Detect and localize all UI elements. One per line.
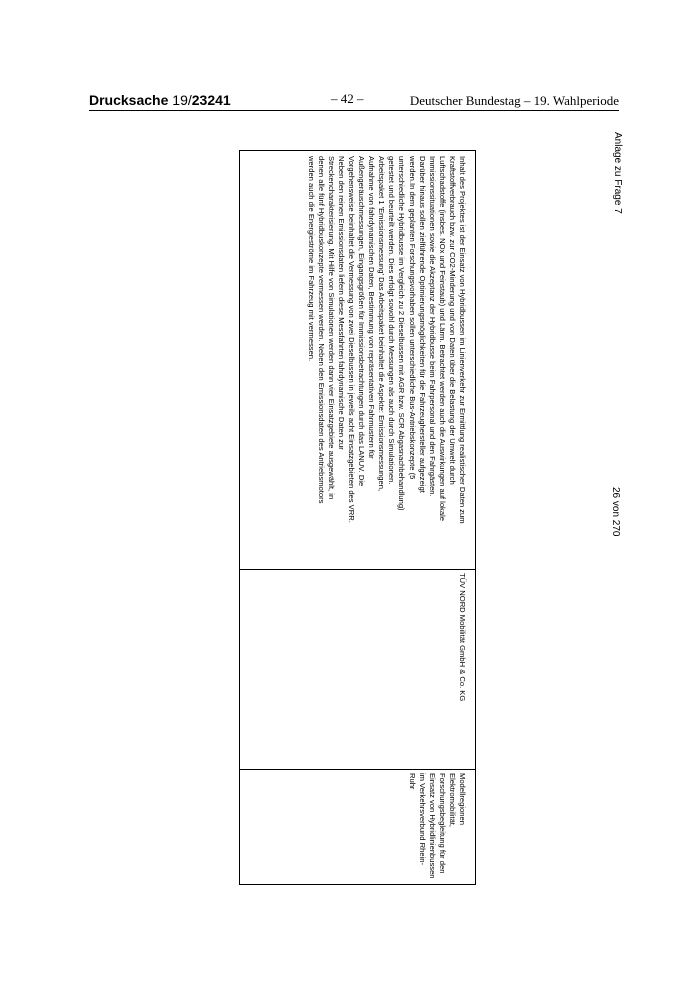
description-line: Aufnahme von fahrdynamischen Daten, Bestimmung von repräsentativen Fahrmustern für [367,156,377,459]
document-number [89,92,231,108]
title-line: Forschungsbegleitung für den [437,773,447,874]
description-line: Streckencharakterisierung. Mit Hilfe von Simulationen werden dann vier Einsatzgebiete ausgewählt, in [326,156,336,500]
document-number-part: 23241 [191,92,231,108]
description-line: Außengeräuschmessungen, Eingangsgrößen für Immissionsbetrachtungen durch das LANUV. Die [357,156,367,487]
description-line: Neben den reinen Emissionsdaten liefern diese Messfahrten fahrdynamische Daten zur [336,156,346,450]
rotated-content [123,132,623,885]
title-line: Ruhr [407,773,417,790]
description-line: getestet und beurteilt werden. Dies erfolgt sowohl durch Messungen als auch durch Simulationen. [387,156,397,485]
page-header [89,90,619,110]
title-line: Einsatz von Hybridlinienbussen [427,773,437,879]
description-line: werden auch die Energieströme im Fahrzeug mit vermessen. [306,156,316,362]
description-line: Kraftstoffverbrauch bzw. zur CO2-Minderung und von Daten über die Belastung der Umwelt durch [447,156,457,485]
description-line: Luftschadstoffe (insbes. NOx und Feinstaub) und Lärm. Betrachtet werden auch die Auswirkungen auf lokale [437,156,447,521]
description-line: Immissionssituationen sowie die Akzeptanz der Hybridbusse beim Fahrpersonal und den Fahrgästen. [427,156,437,497]
description-line: Inhalt des Projektes ist der Einsatz von Hybridbussen im Linienverkehr zur Ermittlung realistischer Daten zum [458,156,467,524]
description-line: Darüber hinaus sollen zielführende Optimierungsmöglichkeiten für die Fahrzeughersteller aufgezeigt [417,156,427,493]
title-line: Elektromobilität, [447,773,457,828]
document-type: Drucksache [89,92,169,108]
description-line: werden.In dem geplanten Forschungsvorhaben sollen unterschiedliche Bus-Antriebskonzepte (5 [407,156,417,480]
parliament-label: Deutscher Bundestag – 19. Wahlperiode [409,93,619,108]
page-footer: 26 von 270 [610,487,621,537]
description-line: Vorgehensweise beinhaltet die Vermessung von zwei Dieselbussen in jeweils acht Einsatzgebieten des VRR. [346,156,356,523]
title-line: Modellregionen [458,773,467,825]
page-number: – 42 – [331,91,364,106]
organization-cell [240,570,475,770]
title-line: im Verkehrsverbund Rhein- [417,773,427,866]
organization-name: TÜV NORD Mobilität GmbH & Co. KG [458,573,467,702]
header-rule [89,110,619,111]
project-table [239,150,476,885]
description-line: Arbeitspaket 1 'Emissionsmessung' Das Arbeitspaket beinhaltet die Aspekte: Emissionsmessungen, [377,156,387,492]
description-line: unterschiedliche Hybridbusse im Vergleich zu 2 Dieselbussen mit AGR bzw. SCR Abgasnachbehandlung) [397,156,407,511]
description-line: denen alle fünf Hybridbuskonzepte vermessen werden. Neben den Emissionsdaten des Antriebsmotors [316,156,326,504]
document-number-part: 19/ [172,92,192,108]
project-title-cell [240,770,475,884]
annex-label: Anlage zu Frage 7 [612,132,623,214]
description-cell [240,151,475,570]
